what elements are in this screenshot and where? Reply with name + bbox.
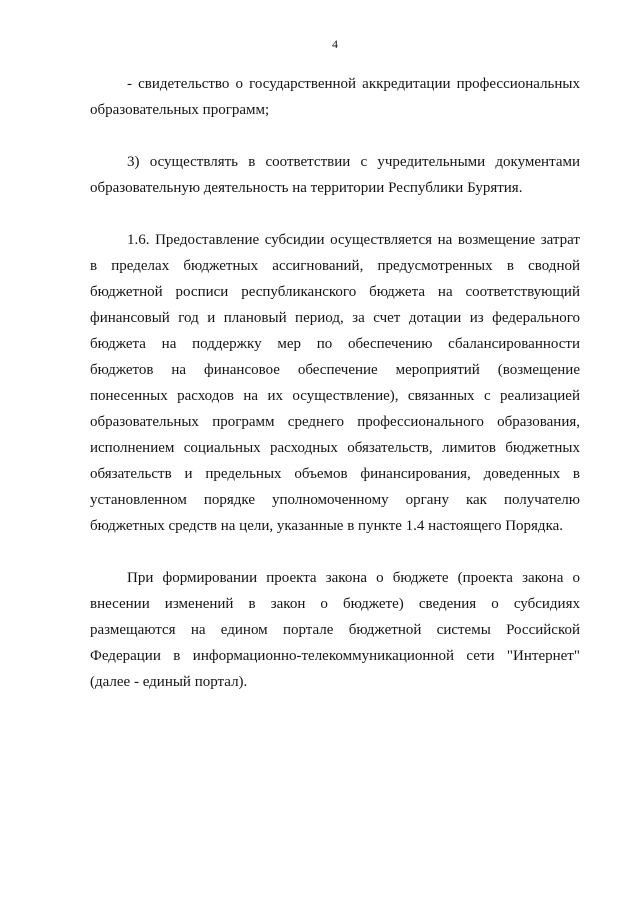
paragraph-line: (далее - единый портал). (90, 674, 248, 690)
paragraph-line: бюджетов на финансовое обеспечение мероприятий (возмещение (90, 362, 580, 378)
paragraph-line: исполнением социальных расходных обязательств, лимитов бюджетных (90, 440, 580, 456)
paragraph-line: При формировании проекта закона о бюджете (проекта закона о (127, 570, 580, 586)
paragraph-line: понесенных расходов на их осуществление), связанных с реализацией (90, 388, 580, 404)
paragraph-line: Федерации в информационно-телекоммуникационной сети "Интернет" (90, 648, 580, 664)
paragraph-line: размещаются на едином портале бюджетной системы Российской (90, 622, 580, 638)
paragraph-accreditation-item (90, 71, 580, 123)
paragraph-line: образовательных программ; (90, 102, 270, 118)
document-body (90, 71, 580, 721)
paragraph-budget-law (90, 565, 580, 695)
paragraph-line: внесении изменений в закон о бюджете) сведения о субсидиях (90, 596, 580, 612)
paragraph-line: 3) осуществлять в соответствии с учредительными документами (127, 154, 580, 170)
page-number: 4 (332, 37, 338, 51)
paragraph-line: 1.6. Предоставление субсидии осуществляется на возмещение затрат (127, 232, 580, 248)
paragraph-line: образовательных программ среднего профессионального образования, (90, 414, 580, 430)
paragraph-line: бюджетной росписи республиканского бюджета на соответствующий (90, 284, 580, 300)
paragraph-line: бюджетных средств на цели, указанные в пункте 1.4 настоящего Порядка. (90, 518, 564, 534)
paragraph-line: обязательств и предельных объемов финансирования, доведенных в (90, 466, 580, 482)
paragraph-line: бюджета на поддержку мер по обеспечению сбалансированности (90, 336, 580, 352)
paragraph-line: - свидетельство о государственной аккредитации профессиональных (127, 76, 580, 92)
paragraph-line: образовательную деятельность на территории Республики Бурятия. (90, 180, 523, 196)
paragraph-line: в пределах бюджетных ассигнований, предусмотренных в сводной (90, 258, 580, 274)
paragraph-line: установленном порядке уполномоченному органу как получателю (90, 492, 580, 508)
paragraph-item-3 (90, 149, 580, 201)
paragraph-section-1-6 (90, 227, 580, 539)
paragraph-line: финансовый год и плановый период, за счет дотации из федерального (90, 310, 580, 326)
